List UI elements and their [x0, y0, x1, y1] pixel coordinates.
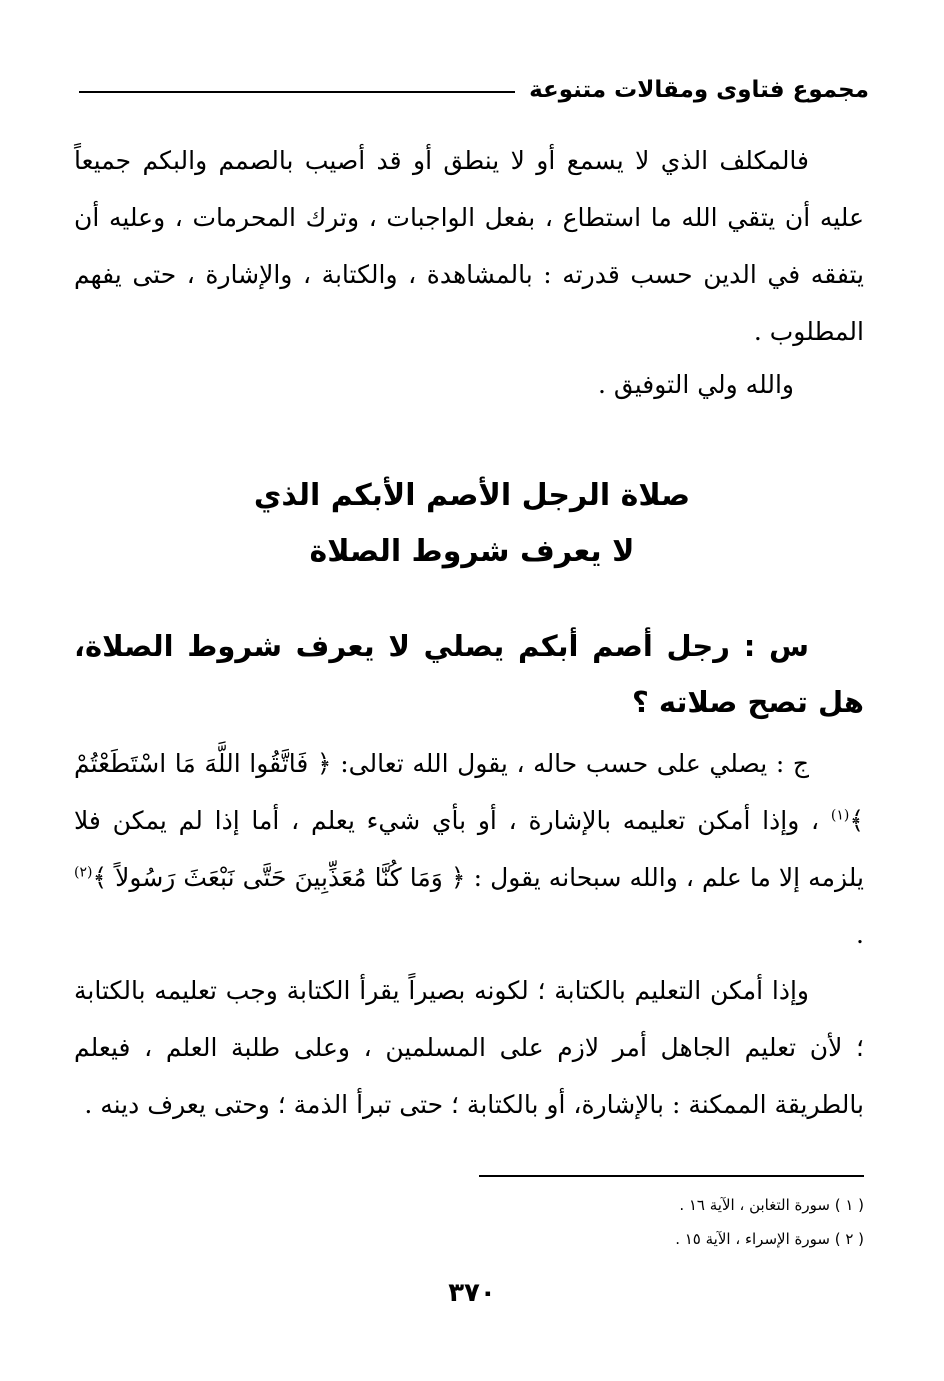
header-title: مجموع فتاوى ومقالات متنوعة	[529, 77, 869, 103]
heading-line-1: صلاة الرجل الأصم الأبكم الذي	[253, 478, 691, 513]
heading-line-2: لا يعرف شروط الصلاة	[309, 534, 635, 569]
question	[74, 618, 864, 730]
footnote-2: ( ٢ ) سورة الإسراء ، الآية ١٥ .	[675, 1230, 864, 1248]
page-number: ٣٧٠	[448, 1278, 496, 1308]
answer	[74, 735, 864, 963]
question-text: رجل أصم أبكم يصلي لا يعرف شروط الصلاة، هل تصح صلاته ؟	[74, 629, 864, 719]
closing-line: والله ولي التوفيق .	[598, 370, 794, 399]
section-heading	[0, 468, 944, 580]
paragraph-3	[74, 962, 864, 1133]
header-rule	[79, 91, 515, 93]
answer-part-3: .	[856, 920, 864, 949]
footnote-ref-2[interactable]: (٢)	[74, 864, 93, 881]
answer-marker: ج :	[775, 749, 809, 778]
paragraph-1-text: فالمكلف الذي لا يسمع أو لا ينطق أو قد أصيب بالصمم والبكم جميعاً عليه أن يتقي الله ما استطاع ، بفعل الواجبات ، وترك المحرمات ، وعليه أن يتفقه في الدين حسب قدرته : بالمشاهدة ، والكتابة ، والإشارة ، حتى يفهم المطلوب .	[74, 146, 864, 346]
footnote-1: ( ١ ) سورة التغابن ، الآية ١٦ .	[679, 1196, 864, 1214]
answer-part-2: ، وإذا أمكن تعليمه بالإشارة ، أو بأي شيء يعلم ، أما إذا لم يمكن فلا يلزمه إلا ما علم ، والله سبحانه يقول :	[74, 806, 864, 892]
paragraph-1	[74, 132, 864, 360]
footnote-ref-1[interactable]: (١)	[830, 807, 850, 824]
quran-verse-2: ﴿ وَمَا كُنَّا مُعَذِّبِينَ حَتَّى نَبْعَثَ رَسُولاً ﴾	[92, 863, 466, 892]
question-marker: س :	[743, 629, 809, 663]
quran-verse-1: ﴿ فَاتَّقُوا اللَّهَ مَا اسْتَطَعْتُمْ ﴾	[74, 749, 864, 835]
paragraph-3-text: وإذا أمكن التعليم بالكتابة ؛ لكونه بصيراً يقرأ الكتابة وجب تعليمه بالكتابة ؛ لأن تعليم الجاهل أمر لازم على المسلمين ، وعلى طلبة العلم ، فيعلم بالطريقة الممكنة : بالإشارة، أو بالكتابة ؛ حتى تبرأ الذمة ؛ وحتى يعرف دينه .	[74, 976, 864, 1119]
answer-part-1: يصلي على حسب حاله ، يقول الله تعالى:	[340, 749, 768, 778]
running-header	[79, 70, 869, 110]
footnotes	[364, 1188, 864, 1256]
footnote-separator	[479, 1175, 864, 1177]
